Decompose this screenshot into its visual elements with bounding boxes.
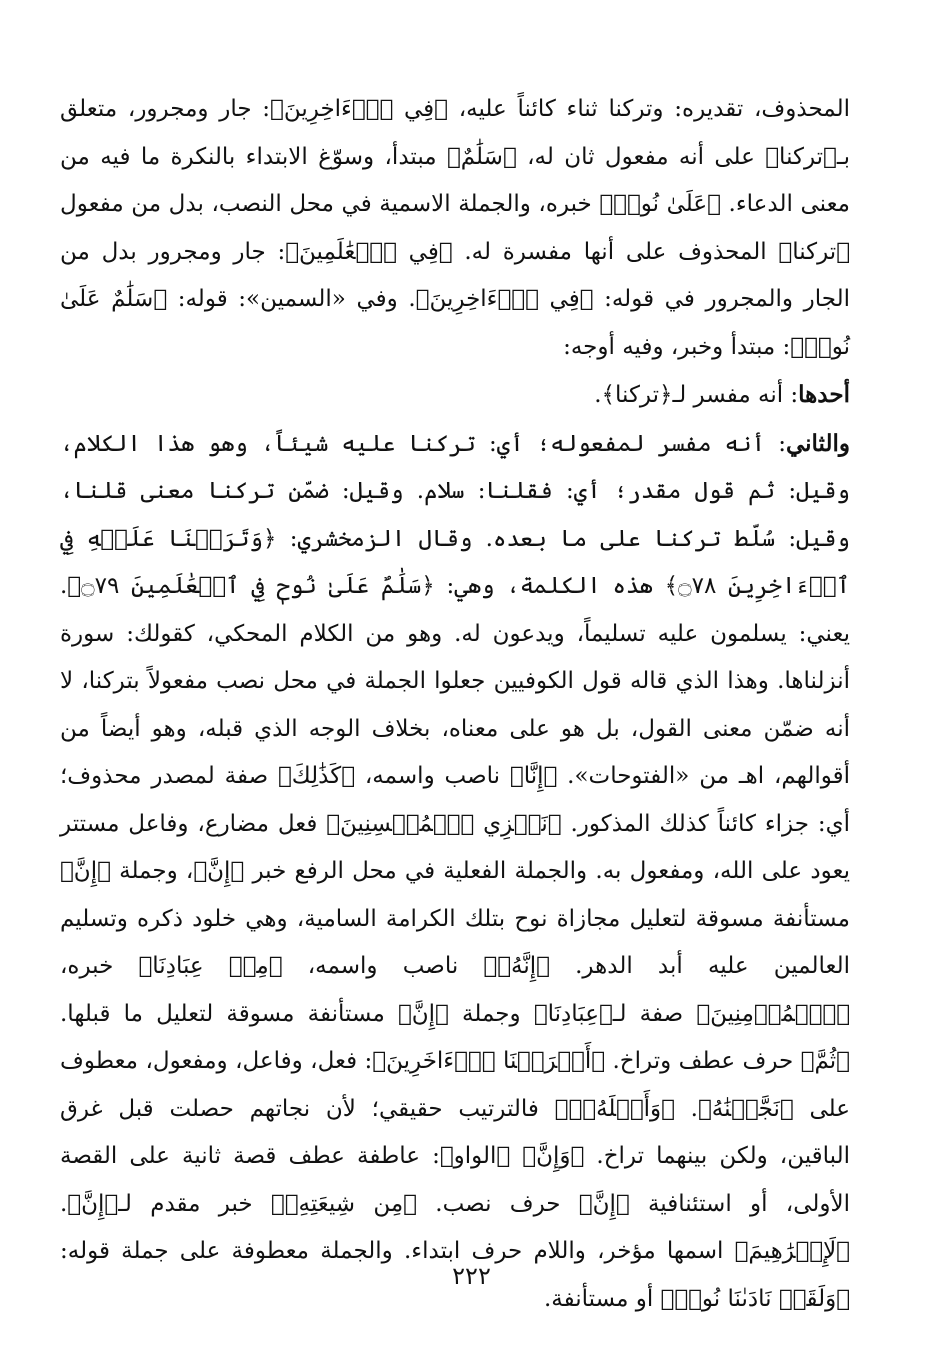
paragraph-2-text: : أنه مفسر لـ﴿تركنا﴾.: [594, 382, 799, 408]
page-body: [60, 86, 850, 1323]
paragraph-3: [60, 420, 850, 1324]
paragraph-1-text: المحذوف، تقديره: وتركنا ثناء كائناً عليه، ﴿فِي ٱلۡءَاخِرِينَ﴾: جار ومجرور، متعلق بـ﴿تركنا﴾ على أنه مفعول ثان له، ﴿سَلَٰمٌ﴾ مبتدأ، وسوّغ الابتداء بالنكرة ما فيه من معنى الدعاء. ﴿عَلَىٰ نُوحٖ﴾ خبره، والجملة الاسمية في محل النصب، بدل من مفعول ﴿تركنا﴾ المحذوف على أنها مفسرة له. ﴿فِي ٱلۡعَٰلَمِينَ﴾: جار ومجرور بدل من الجار والمجرور في قوله: ﴿فِي ٱلۡءَاخِرِينَ﴾. وفي «السمين»: قوله: ﴿سَلَٰمٌ عَلَىٰ نُوحٖ﴾: مبتدأ وخبر، وفيه أوجه:: [60, 96, 850, 360]
page-number: ٢٢٢: [452, 1262, 491, 1290]
paragraph-3-text: : أنه مفسر لمفعوله؛ أي: تركنا عليه شيئاً، وهو هذا الكلام، وقيل: ثم قول مقدر؛ أي: فقلنا: سلام. وقيل: ضمّن تركنا معنى قلنا، وقيل: سُلّط تركنا على ما بعده. وقال الزمخشري: ﴿وَتَرَكۡنَا عَلَيۡهِ فِي ٱلۡءَاخِرِينَ ۝٧٨﴾ هذه الكلمة، وهي: ﴿سَلَٰمٌ عَلَىٰ نُوحٖ فِي ٱلۡعَٰلَمِينَ ۝٧٩﴾. يعني: يسلمون عليه تسليماً، ويدعون له. وهو من الكلام المحكي، كقولك: سورة أنزلناها. وهذا الذي قاله قول الكوفيين جعلوا الجملة في محل نصب مفعولاً بتركنا، لا أنه ضمّن معنى القول، بل هو على معناه، بخلاف الوجه الذي قبله، وهو أيضاً من أقوالهم، اهـ من «الفتوحات». ﴿إِنَّا﴾ ناصب واسمه، ﴿كَذَٰلِكَ﴾ صفة لمصدر محذوف؛ أي: جزاء كائناً كذلك المذكور. ﴿نَجۡزِي ٱلۡمُحۡسِنِينَ﴾ فعل مضارع، وفاعل مستتر يعود على الله، ومفعول به. والجملة الفعلية في محل الرفع خبر ﴿إِنَّ﴾، وجملة ﴿إِنَّ﴾ مستأنفة مسوقة لتعليل مجازاة نوح بتلك الكرامة السامية، وهي خلود ذكره وتسليم العالمين عليه أبد الدهر. ﴿إِنَّهُۥ﴾ ناصب واسمه، ﴿مِنۡ عِبَادِنَا﴾ خبره، ﴿ٱلۡمُؤۡمِنِينَ﴾ صفة لـ﴿عِبَادِنَا﴾ وجملة ﴿إِنَّ﴾ مستأنفة مسوقة لتعليل ما قبلها. ﴿ثُمَّ﴾ حرف عطف وتراخ. ﴿أَغۡرَقۡنَا ٱلۡءَاخَرِينَ﴾: فعل، وفاعل، ومفعول، معطوف على ﴿نَجَّيۡنَٰهُ﴾. ﴿وَأَهۡلَهُۥٓ﴾ فالترتيب حقيقي؛ لأن نجاتهم حصلت قبل غرق الباقين، ولكن بينهما تراخ. ﴿وَإِنَّ﴾ ﴿الواو﴾: عاطفة عطف قصة ثانية على القصة الأولى، أو استئنافية ﴿إِنَّ﴾ حرف نصب. ﴿مِن شِيعَتِهِۦ﴾ خبر مقدم لـ﴿إِنَّ﴾. ﴿لَإِبۡرَٰهِيمَ﴾ اسمها مؤخر، واللام حرف ابتداء. والجملة معطوفة على جملة قوله: ﴿وَلَقَدۡ نَادَىٰنَا نُوحٞ﴾ أو مستأنفة.: [60, 430, 851, 1312]
paragraph-2-lead: أحدها: [798, 381, 850, 408]
paragraph-3-lead: والثاني: [785, 429, 850, 457]
paragraph-2: [60, 371, 850, 420]
paragraph-1: [60, 86, 850, 371]
